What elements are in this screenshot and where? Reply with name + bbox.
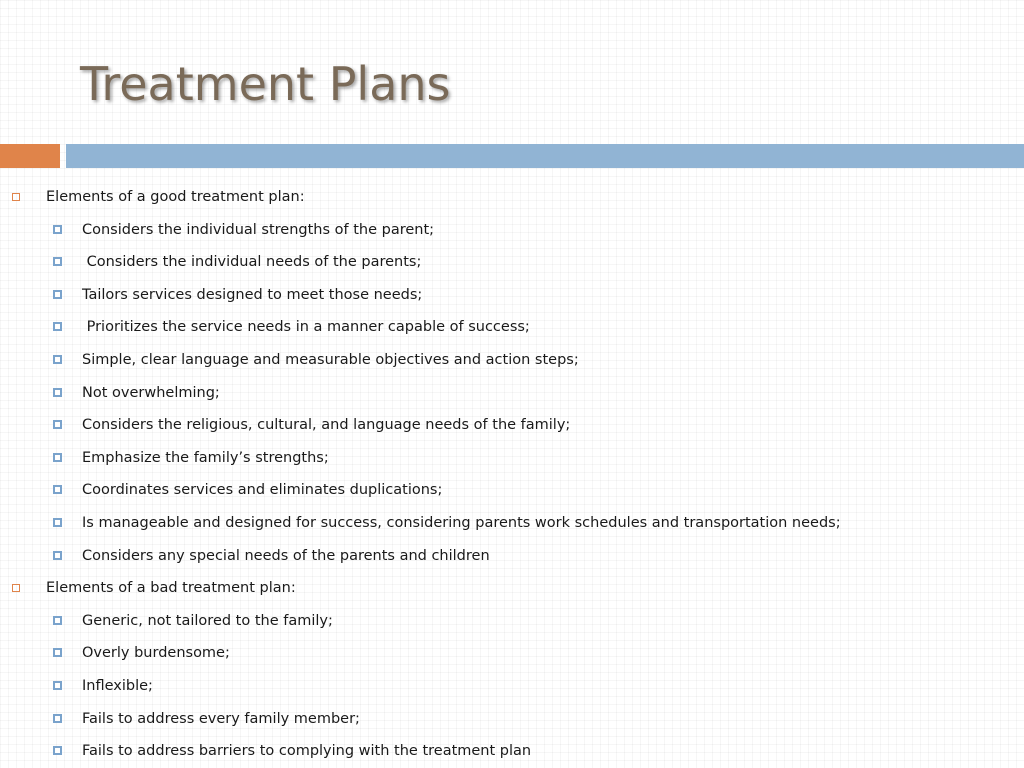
list-item-text: Considers the individual strengths of the parent; [82,221,435,238]
list-item-text: Prioritizes the service needs in a manner capable of success; [82,319,530,336]
list-item-level2 [0,315,1024,339]
list-item-level2 [0,707,1024,731]
list-item-text: Elements of a good treatment plan: [46,189,305,205]
square-bullet-icon [53,225,62,234]
square-bullet-icon [53,355,62,364]
list-item-level2 [0,478,1024,502]
list-item-text: Is manageable and designed for success, considering parents work schedules and transportation needs; [82,515,841,531]
list-item-text: Considers the individual needs of the parents; [82,254,422,271]
list-item-level2 [0,348,1024,372]
square-bullet-icon [53,485,62,494]
list-item-level2 [0,511,1024,535]
list-item-level2 [0,381,1024,405]
list-item-text: Elements of a bad treatment plan: [46,580,296,597]
list-item-level2 [0,446,1024,470]
list-item-text: Generic, not tailored to the family; [82,612,333,629]
square-bullet-icon [53,388,62,397]
list-item-text: Coordinates services and eliminates duplications; [82,482,443,499]
square-bullet-icon [53,551,62,560]
square-bullet-icon [12,193,20,201]
list-item-level2 [0,218,1024,242]
list-item-level2 [0,413,1024,437]
square-bullet-icon [53,746,62,755]
square-bullet-icon [12,584,20,592]
accent-bar [0,144,60,168]
list-item-level1 [0,576,1024,600]
list-item-level2 [0,674,1024,698]
list-item-level1 [0,185,1024,209]
list-item-text: Overly burdensome; [82,645,230,662]
square-bullet-icon [53,322,62,331]
square-bullet-icon [53,648,62,657]
list-item-text: Tailors services designed to meet those needs; [82,286,423,303]
header-divider-bar [66,144,1024,168]
list-item-level2 [0,609,1024,633]
slide-title: Treatment Plans [80,57,451,111]
square-bullet-icon [53,616,62,625]
square-bullet-icon [53,518,62,527]
list-item-text: Fails to address barriers to complying with the treatment plan [82,743,532,760]
list-item-text: Inflexible; [82,678,153,694]
list-item-text: Simple, clear language and measurable objectives and action steps; [82,352,579,368]
square-bullet-icon [53,714,62,723]
list-item-level2 [0,250,1024,274]
list-item-level2 [0,544,1024,568]
list-item-text: Considers any special needs of the parents and children [82,547,490,564]
square-bullet-icon [53,257,62,266]
square-bullet-icon [53,681,62,690]
square-bullet-icon [53,290,62,299]
list-item-text: Not overwhelming; [82,384,220,401]
list-item-level2 [0,641,1024,665]
list-item-text: Fails to address every family member; [82,710,360,727]
list-item-text: Considers the religious, cultural, and language needs of the family; [82,417,571,434]
list-item-level2 [0,739,1024,763]
list-item-text: Emphasize the family’s strengths; [82,449,329,466]
list-item-level2 [0,283,1024,307]
square-bullet-icon [53,453,62,462]
square-bullet-icon [53,420,62,429]
